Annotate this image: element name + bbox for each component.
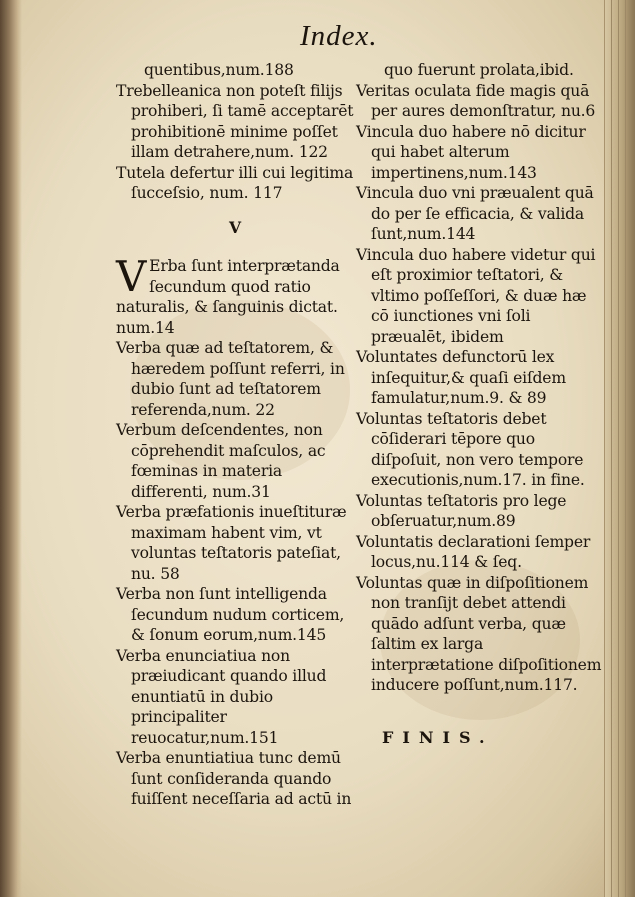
right-column [356,60,602,748]
index-entry: Verba enunciatiua non præiudicant quando illud enuntiatū in dubio principaliter reuocatur,num.151 [116,646,327,747]
index-entry: Trebelleanica non poteſt filijs prohiberi, ſi tamē acceptarēt prohibitionē minime poſſet illam detrahere,num. 122 [116,81,354,161]
index-entry: Voluntas teſtatoris pro lege obſeruatur,num.89 [356,491,567,530]
index-entry: Vincula duo habere videtur qui eſt proximior teſtatori, & vltimo poſſeſſori, & duæ hæ cō iunctiones vni ſoli præualēt, ibidem [356,245,596,346]
index-entry: Verba præfationis inueſtituræ maximam habent vim, vt voluntas teſtatoris pateſiat, nu. 58 [116,503,347,583]
index-entry-continuation: quentibus,num.188 [144,61,294,79]
section-letter: V [229,217,241,237]
page-fore-edge [604,0,635,897]
book-binding [0,0,22,897]
index-entry-dropcap [116,252,354,338]
index-entry: Vincula duo vni præualent quā do per ſe efficacia, & valida ſunt,num.144 [356,184,594,243]
finis-mark: FINIS. [382,727,494,747]
drop-capital: V [116,252,147,301]
index-entry-continuation: quo fuerunt prolata,ibid. [384,61,574,79]
index-entry: Verbum deſcendentes, non cōprehendit maſculos, ac fœminas in materia differenti, num.31 [116,421,326,501]
index-entry: Verba non ſunt intelligenda ſecundum nudum corticem, & ſonum eorum,num.145 [116,585,345,644]
index-entry: Voluntates defunctorū lex inſequitur,& quaſi eiſdem famulatur,num.9. & 89 [356,348,566,407]
index-entry: Verba enuntiatiua tunc demū ſunt conſideranda quando fuiſſent neceſſaria ad actū in [116,749,352,808]
index-entry: Voluntatis declarationi ſemper locus,nu.114 & ſeq. [356,532,591,571]
index-entry: Voluntas teſtatoris debet cōſiderari tēpore quo diſpoſuit, non vero tempore executionis,num.17. in fine. [356,409,585,489]
index-entry: Voluntas quæ in diſpoſitionem non tranſijt debet attendi quādo adſunt verba, quæ ſaltim ex larga interprætatione diſpoſitionem inducere poſſunt,num.117. [356,573,602,694]
index-entry: Verba quæ ad teſtatorem, & hæredem poſſunt referri, in dubio ſunt ad teſtatorem referenda,num. 22 [116,339,345,419]
index-entry: Tutela defertur illi cui legitima ſucceſsio, num. 117 [116,163,354,202]
page-header: Index. [300,20,378,52]
index-entry: Vincula duo habere nō dicitur qui habet alterum impertinens,num.143 [356,122,586,182]
index-entry-text: Erba ſunt interprætanda ſecundum quod ratio naturalis, & ſanguinis dictat. num.14 [116,257,340,337]
left-column [116,60,354,810]
index-entry: Veritas oculata fide magis quā per aures demonſtratur, nu.6 [356,81,596,120]
